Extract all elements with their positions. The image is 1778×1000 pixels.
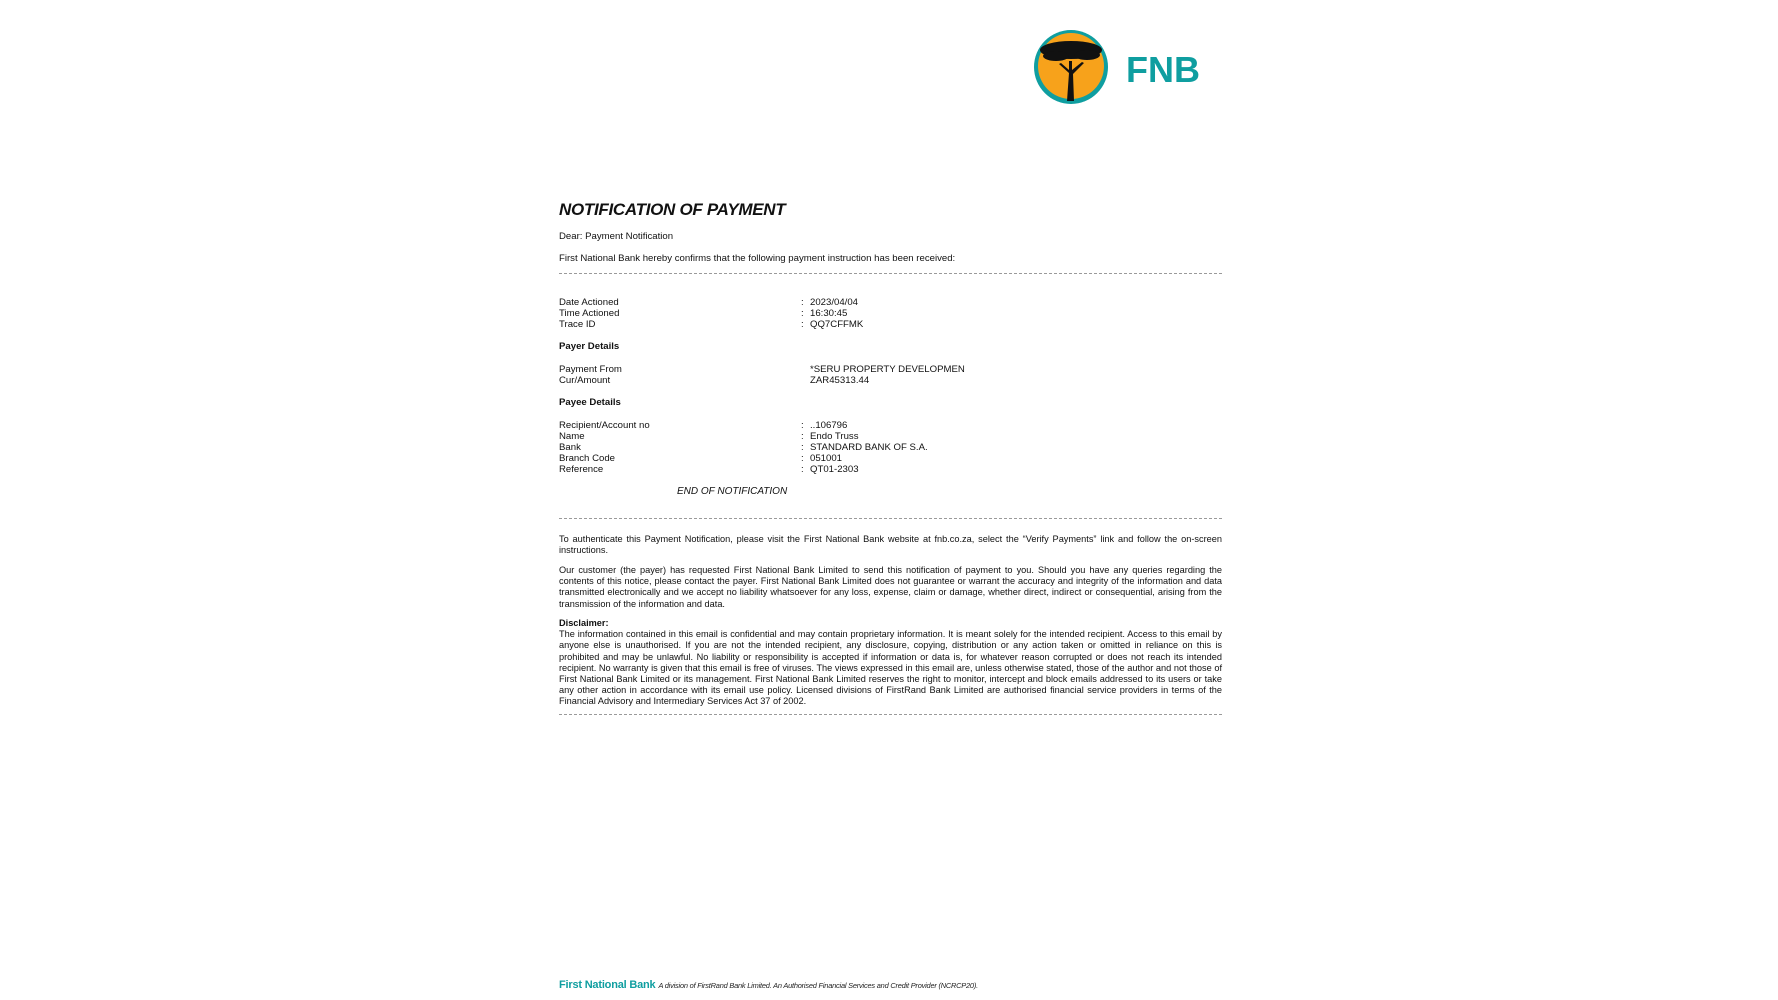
detail-value: *SERU PROPERTY DEVELOPMEN: [810, 364, 965, 375]
detail-colon: :: [801, 464, 804, 475]
detail-value: STANDARD BANK OF S.A.: [810, 442, 928, 453]
customer-note: Our customer (the payer) has requested First National Bank Limited to send this notification of payment to you. Should you have any queries regarding the contents of this notice, please contact the payer. First National Bank Limited does not guarantee or warrant the accuracy and integrity of the information and data transmitted electronically and we accept no liability whatsoever for any loss, expense, claim or damage, whether direct, indirect or consequential, arising from the transmission of the information and data.: [559, 565, 1222, 609]
detail-row-bank: [559, 442, 1222, 453]
detail-row-trace-id: [559, 319, 1222, 330]
footer: [559, 979, 978, 991]
fnb-logo-text: FNB: [1126, 49, 1200, 90]
detail-colon: :: [801, 308, 804, 319]
detail-colon: :: [801, 442, 804, 453]
detail-label: Date Actioned: [559, 297, 619, 308]
detail-value: Endo Truss: [810, 431, 859, 442]
detail-label: Trace ID: [559, 319, 596, 330]
page-title: NOTIFICATION OF PAYMENT: [559, 200, 786, 219]
disclaimer-heading: Disclaimer:: [559, 618, 609, 628]
detail-colon: :: [801, 453, 804, 464]
footer-note: A division of FirstRand Bank Limited. An Authorised Financial Services and Credit Provider (NCRCP20).: [658, 981, 978, 990]
detail-colon: :: [801, 431, 804, 442]
divider: [559, 714, 1222, 715]
divider: [559, 273, 1222, 274]
salutation: Dear: Payment Notification: [559, 231, 674, 242]
detail-value: 16:30:45: [810, 308, 848, 319]
detail-row-reference: [559, 464, 1222, 475]
detail-row-amount: [559, 375, 1222, 386]
fnb-logo: [1034, 28, 1214, 106]
detail-label: Cur/Amount: [559, 375, 611, 386]
detail-label: Payment From: [559, 364, 622, 375]
payee-details-heading: Payee Details: [559, 397, 621, 408]
detail-value: QT01-2303: [810, 464, 859, 475]
detail-colon: :: [801, 297, 804, 308]
end-of-notification: END OF NOTIFICATION: [677, 486, 788, 497]
detail-row-branch-code: [559, 453, 1222, 464]
detail-label: Name: [559, 431, 585, 442]
detail-label: Recipient/Account no: [559, 420, 650, 431]
detail-value: 051001: [810, 453, 843, 464]
detail-value: 2023/04/04: [810, 297, 859, 308]
detail-label: Reference: [559, 464, 604, 475]
payer-details-heading: Payer Details: [559, 341, 620, 352]
divider: [559, 518, 1222, 519]
detail-row-payment-from: [559, 364, 1222, 375]
detail-value: ..106796: [810, 420, 848, 431]
detail-colon: :: [801, 420, 804, 431]
detail-label: Time Actioned: [559, 308, 620, 319]
detail-row-date: [559, 297, 1222, 308]
detail-row-name: [559, 431, 1222, 442]
disclaimer: [559, 618, 1222, 708]
detail-value: ZAR45313.44: [810, 375, 870, 386]
notification-body: [559, 200, 1222, 707]
detail-colon: :: [801, 319, 804, 330]
authenticate-text: To authenticate this Payment Notification, please visit the First National Bank website at fnb.co.za, select the “Verify Payments” link and follow the on-screen instructions.: [559, 534, 1222, 556]
confirmation-text: First National Bank hereby confirms that the following payment instruction has been received:: [559, 253, 956, 264]
detail-value: QQ7CFFMK: [810, 319, 864, 330]
footer-brand: First National Bank: [559, 979, 656, 991]
detail-row-time: [559, 308, 1222, 319]
detail-row-account: [559, 420, 1222, 431]
detail-label: Branch Code: [559, 453, 615, 464]
disclaimer-text: The information contained in this email is confidential and may contain proprietary information. It is meant solely for the intended recipient. Access to this email by anyone else is unauthorised. If you are not the intended recipient, any disclosure, copying, distribution or any action taken or omitted in reliance on this is prohibited and may be unlawful. No liability or responsibility is accepted if information or data is, for whatever reason corrupted or does not reach its intended recipient. No warranty is given that this email is free of viruses. The views expressed in this email are, unless otherwise stated, those of the author and not those of First National Bank Limited or its management. First National Bank Limited reserves the right to monitor, intercept and block emails addressed to its users or take any other action in accordance with its email use policy. Licensed divisions of FirstRand Bank Limited are authorised financial service providers in terms of the Financial Advisory and Intermediary Services Act 37 of 2002.: [559, 629, 1222, 707]
detail-label: Bank: [559, 442, 581, 453]
